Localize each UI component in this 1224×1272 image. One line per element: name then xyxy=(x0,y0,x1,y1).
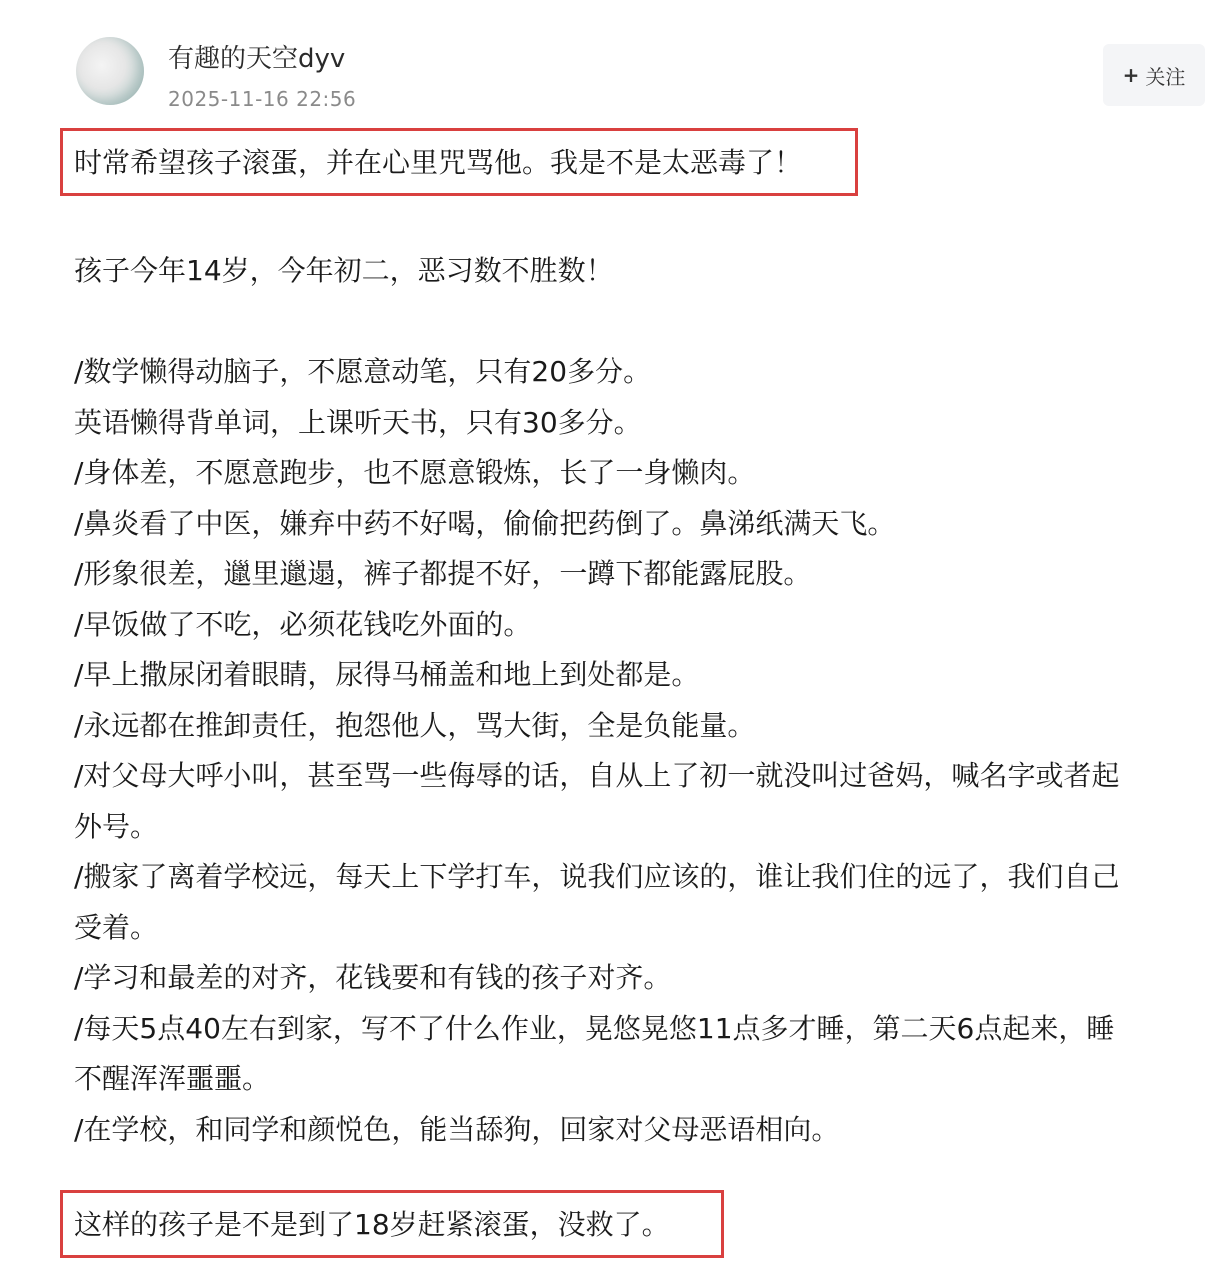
body-line: /早饭做了不吃，必须花钱吃外面的。 xyxy=(74,607,532,641)
body-line: 不醒浑浑噩噩。 xyxy=(74,1062,271,1095)
body-line: /早上撒尿闭着眼睛，尿得马桶盖和地上到处都是。 xyxy=(74,658,700,691)
intro-line: 孩子今年14岁，今年初二，恶习数不胜数！ xyxy=(74,254,614,287)
avatar[interactable] xyxy=(76,37,144,105)
body-line: /数学懒得动脑子，不愿意动笔，只有20多分。 xyxy=(74,355,652,388)
body-line: /对父母大呼小叫，甚至骂一些侮辱的话，自从上了初一就没叫过爸妈，喊名字或者起 xyxy=(74,759,1120,792)
paragraph-gap xyxy=(74,297,1210,348)
body-line: /形象很差，邋里邋遢，裤子都提不好，一蹲下都能露屁股。 xyxy=(74,557,812,590)
body-line: 英语懒得背单词，上课听天书，只有30多分。 xyxy=(74,405,642,439)
author-name[interactable]: 有趣的天空dyv xyxy=(168,44,346,74)
body-line: /在学校，和同学和颜悦色，能当舔狗，回家对父母恶语相向。 xyxy=(74,1112,840,1146)
body-line: /每天5点40左右到家，写不了什么作业，晃悠晃悠11点多才睡，第二天6点起来，睡 xyxy=(74,1011,1115,1045)
follow-label: 关注 xyxy=(1145,64,1186,89)
body-line: /学习和最差的对齐，花钱要和有钱的孩子对齐。 xyxy=(74,961,672,994)
follow-button[interactable] xyxy=(1103,44,1205,106)
body-line: 外号。 xyxy=(74,809,159,843)
body-line: /鼻炎看了中医，嫌弃中药不好喝，偷偷把药倒了。鼻涕纸满天飞。 xyxy=(74,506,896,540)
post-title: 时常希望孩子滚蛋，并在心里咒骂他。我是不是太恶毒了！ xyxy=(74,146,803,179)
body-line: 受着。 xyxy=(74,910,159,944)
body-line: /身体差，不愿意跑步，也不愿意锻炼，长了一身懒肉。 xyxy=(74,456,756,489)
plus-icon: + xyxy=(1122,63,1140,87)
post-body xyxy=(74,246,1210,1155)
post-conclusion: 这样的孩子是不是到了18岁赶紧滚蛋，没救了。 xyxy=(74,1208,670,1241)
body-line: /永远都在推卸责任，抱怨他人，骂大街，全是负能量。 xyxy=(74,708,756,742)
post-timestamp: 2025-11-16 22:56 xyxy=(168,87,357,111)
body-line: /搬家了离着学校远，每天上下学打车，说我们应该的，谁让我们住的远了，我们自己 xyxy=(74,860,1120,893)
